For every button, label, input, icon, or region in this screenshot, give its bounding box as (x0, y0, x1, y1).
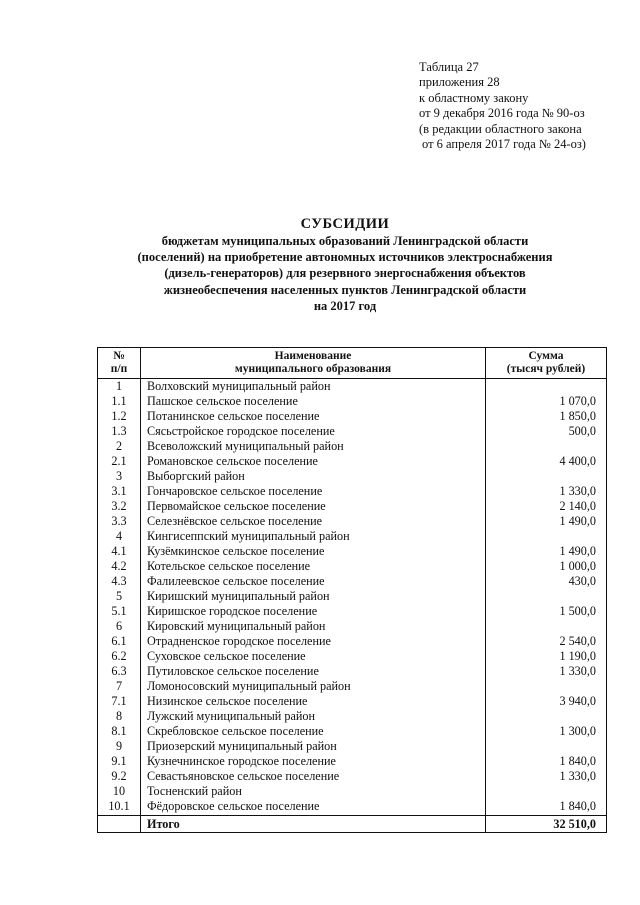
row-number: 6.1 (98, 634, 141, 649)
row-number: 4.2 (98, 559, 141, 574)
row-name: Волховский муниципальный район (141, 379, 486, 395)
row-sum: 1 300,0 (486, 724, 607, 739)
title-main: СУБСИДИИ (300, 216, 390, 232)
row-name: Тосненский район (141, 784, 486, 799)
row-name: Кингисеппский муниципальный район (141, 529, 486, 544)
row-number: 7.1 (98, 694, 141, 709)
table-row (98, 694, 607, 709)
table-row (98, 454, 607, 469)
row-number: 1.3 (98, 424, 141, 439)
row-number: 8.1 (98, 724, 141, 739)
row-sum: 1 330,0 (486, 664, 607, 679)
table-row (98, 394, 607, 409)
row-number: 7 (98, 679, 141, 694)
row-name: Киришский муниципальный район (141, 589, 486, 604)
table-row (98, 544, 607, 559)
table-row (98, 379, 607, 395)
title-line: (дизель-генераторов) для резервного энергоснабжения объектов (164, 266, 526, 281)
row-sum: 1 490,0 (486, 514, 607, 529)
table-row (98, 649, 607, 664)
table-row (98, 604, 607, 619)
row-sum: 1 490,0 (486, 544, 607, 559)
row-number: 5.1 (98, 604, 141, 619)
row-sum: 500,0 (486, 424, 607, 439)
header-note-line: от 6 апреля 2017 года № 24-оз) (422, 137, 586, 152)
row-name: Сясьстройское городское поселение (141, 424, 486, 439)
row-name: Севастьяновское сельское поселение (141, 769, 486, 784)
row-number: 3 (98, 469, 141, 484)
table-row (98, 559, 607, 574)
row-name: Киришское городское поселение (141, 604, 486, 619)
header-number: № п/п (98, 348, 141, 379)
row-sum: 3 940,0 (486, 694, 607, 709)
row-sum: 2 140,0 (486, 499, 607, 514)
row-name: Низинское сельское поселение (141, 694, 486, 709)
row-number: 1 (98, 379, 141, 395)
row-name: Селезнёвское сельское поселение (141, 514, 486, 529)
row-number: 2 (98, 439, 141, 454)
header-note-line: от 9 декабря 2016 года № 90-оз (419, 106, 585, 121)
header-name: Наименование муниципального образования (141, 348, 486, 379)
title-line: жизнеобеспечения населенных пунктов Ленинградской области (163, 282, 527, 297)
table-row (98, 439, 607, 454)
row-name: Фёдоровское сельское поселение (141, 799, 486, 816)
row-name: Выборгский район (141, 469, 486, 484)
total-number-cell (98, 816, 141, 833)
row-sum: 1 840,0 (486, 799, 607, 816)
row-sum: 1 190,0 (486, 649, 607, 664)
row-number: 1.1 (98, 394, 141, 409)
table-row (98, 574, 607, 589)
row-sum: 4 400,0 (486, 454, 607, 469)
row-name: Романовское сельское поселение (141, 454, 486, 469)
row-number: 8 (98, 709, 141, 724)
row-number: 1.2 (98, 409, 141, 424)
row-number: 4.1 (98, 544, 141, 559)
row-sum (486, 784, 607, 799)
header-note-line: (в редакции областного закона (419, 121, 582, 136)
row-number: 9.1 (98, 754, 141, 769)
row-sum: 1 000,0 (486, 559, 607, 574)
row-name: Кузнечнинское городское поселение (141, 754, 486, 769)
row-name: Фалилеевское сельское поселение (141, 574, 486, 589)
row-name: Ломоносовский муниципальный район (141, 679, 486, 694)
table-row (98, 664, 607, 679)
row-name: Скребловское сельское поселение (141, 724, 486, 739)
row-sum (486, 529, 607, 544)
title-line: (поселений) на приобретение автономных источников электроснабжения (137, 250, 553, 265)
row-number: 4.3 (98, 574, 141, 589)
table-header-row (98, 348, 607, 379)
row-name: Отрадненское городское поселение (141, 634, 486, 649)
row-number: 5 (98, 589, 141, 604)
row-name: Путиловское сельское поселение (141, 664, 486, 679)
row-number: 10 (98, 784, 141, 799)
table-row (98, 589, 607, 604)
total-label: Итого (141, 816, 486, 833)
row-sum: 1 500,0 (486, 604, 607, 619)
subsidies-table (97, 347, 607, 833)
row-number: 9 (98, 739, 141, 754)
header-note-line: к областному закону (419, 90, 529, 105)
row-name: Кузёмкинское сельское поселение (141, 544, 486, 559)
table-row (98, 619, 607, 634)
row-sum (486, 469, 607, 484)
row-sum: 430,0 (486, 574, 607, 589)
row-sum: 1 330,0 (486, 484, 607, 499)
row-number: 3.1 (98, 484, 141, 499)
table-row (98, 484, 607, 499)
row-name: Потанинское сельское поселение (141, 409, 486, 424)
table-row (98, 709, 607, 724)
row-sum (486, 679, 607, 694)
title-line: на 2017 год (313, 298, 377, 313)
row-name: Первомайское сельское поселение (141, 499, 486, 514)
row-sum: 2 540,0 (486, 634, 607, 649)
row-name: Приозерский муниципальный район (141, 739, 486, 754)
table-row (98, 424, 607, 439)
row-number: 9.2 (98, 769, 141, 784)
row-number: 4 (98, 529, 141, 544)
row-name: Котельское сельское поселение (141, 559, 486, 574)
row-sum: 1 330,0 (486, 769, 607, 784)
title-line: бюджетам муниципальных образований Ленинградской области (161, 234, 529, 248)
row-sum (486, 589, 607, 604)
row-number: 6 (98, 619, 141, 634)
row-sum (486, 439, 607, 454)
row-number: 10.1 (98, 799, 141, 816)
table-row (98, 469, 607, 484)
row-sum: 1 070,0 (486, 394, 607, 409)
total-row (98, 816, 607, 833)
header-note-line: приложения 28 (419, 75, 500, 90)
row-sum (486, 709, 607, 724)
table-row (98, 754, 607, 769)
row-name: Кировский муниципальный район (141, 619, 486, 634)
row-number: 6.2 (98, 649, 141, 664)
row-number: 3.3 (98, 514, 141, 529)
table-row (98, 409, 607, 424)
table-row (98, 784, 607, 799)
document-header-note (419, 60, 586, 152)
row-number: 6.3 (98, 664, 141, 679)
header-note-line: Таблица 27 (419, 60, 479, 74)
row-sum: 1 850,0 (486, 409, 607, 424)
table-row (98, 529, 607, 544)
row-number: 3.2 (98, 499, 141, 514)
row-number: 2.1 (98, 454, 141, 469)
row-name: Всеволожский муниципальный район (141, 439, 486, 454)
row-sum: 1 840,0 (486, 754, 607, 769)
row-name: Лужский муниципальный район (141, 709, 486, 724)
table-row (98, 514, 607, 529)
header-sum: Сумма (тысяч рублей) (486, 348, 607, 379)
table-row (98, 724, 607, 739)
row-name: Гончаровское сельское поселение (141, 484, 486, 499)
table-row (98, 739, 607, 754)
table-row (98, 679, 607, 694)
row-name: Пашское сельское поселение (141, 394, 486, 409)
document-title (90, 215, 600, 314)
table-row (98, 634, 607, 649)
row-sum (486, 619, 607, 634)
row-name: Суховское сельское поселение (141, 649, 486, 664)
row-sum (486, 379, 607, 395)
table-row (98, 799, 607, 816)
table-row (98, 769, 607, 784)
total-sum: 32 510,0 (486, 816, 607, 833)
table-row (98, 499, 607, 514)
row-sum (486, 739, 607, 754)
